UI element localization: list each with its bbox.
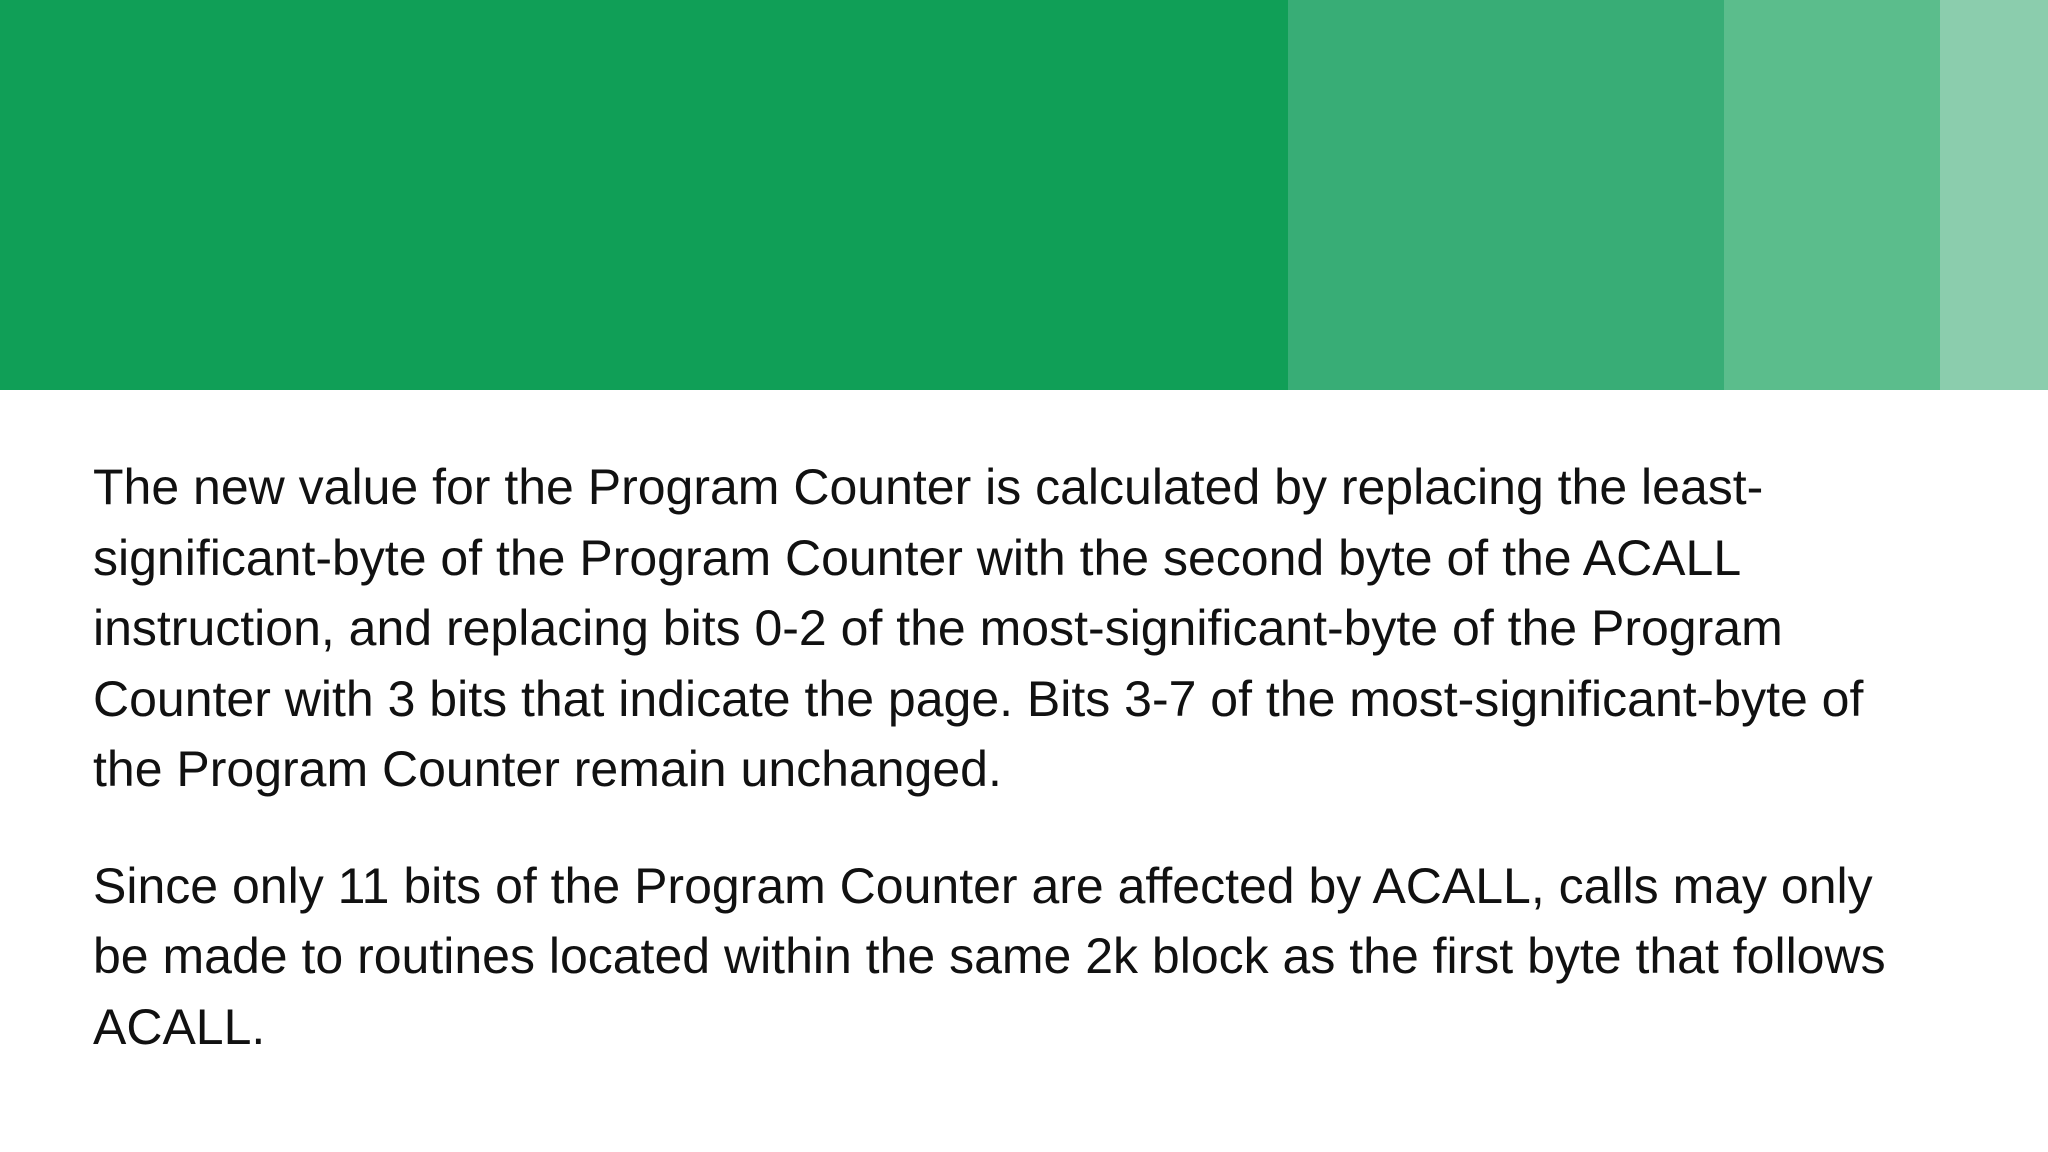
body-text <box>93 452 1973 1062</box>
text-line: the Program Counter remain unchanged. <box>93 741 1002 797</box>
banner-band-dark <box>0 0 1288 390</box>
paragraph-program-counter <box>93 452 1973 805</box>
text-line: The new value for the Program Counter is calculated by replacing the least- <box>93 459 1764 515</box>
text-line: instruction, and replacing bits 0-2 of the most-significant-byte of the Program <box>93 600 1783 656</box>
banner-band-light <box>1724 0 1940 390</box>
text-line: be made to routines located within the same 2k block as the first byte that follows <box>93 928 1886 984</box>
text-line: significant-byte of the Program Counter with the second byte of the ACALL <box>93 529 1742 586</box>
text-line: ACALL. <box>93 998 266 1055</box>
header-banner <box>0 0 2048 390</box>
banner-band-lightest <box>1940 0 2048 390</box>
text-line: Counter with 3 bits that indicate the page. Bits 3-7 of the most-significant-byte of <box>93 670 1864 727</box>
banner-band-medium <box>1288 0 1724 390</box>
text-line: Since only 11 bits of the Program Counter are affected by ACALL, calls may only <box>93 857 1873 914</box>
paragraph-acall-range <box>93 851 1973 1063</box>
